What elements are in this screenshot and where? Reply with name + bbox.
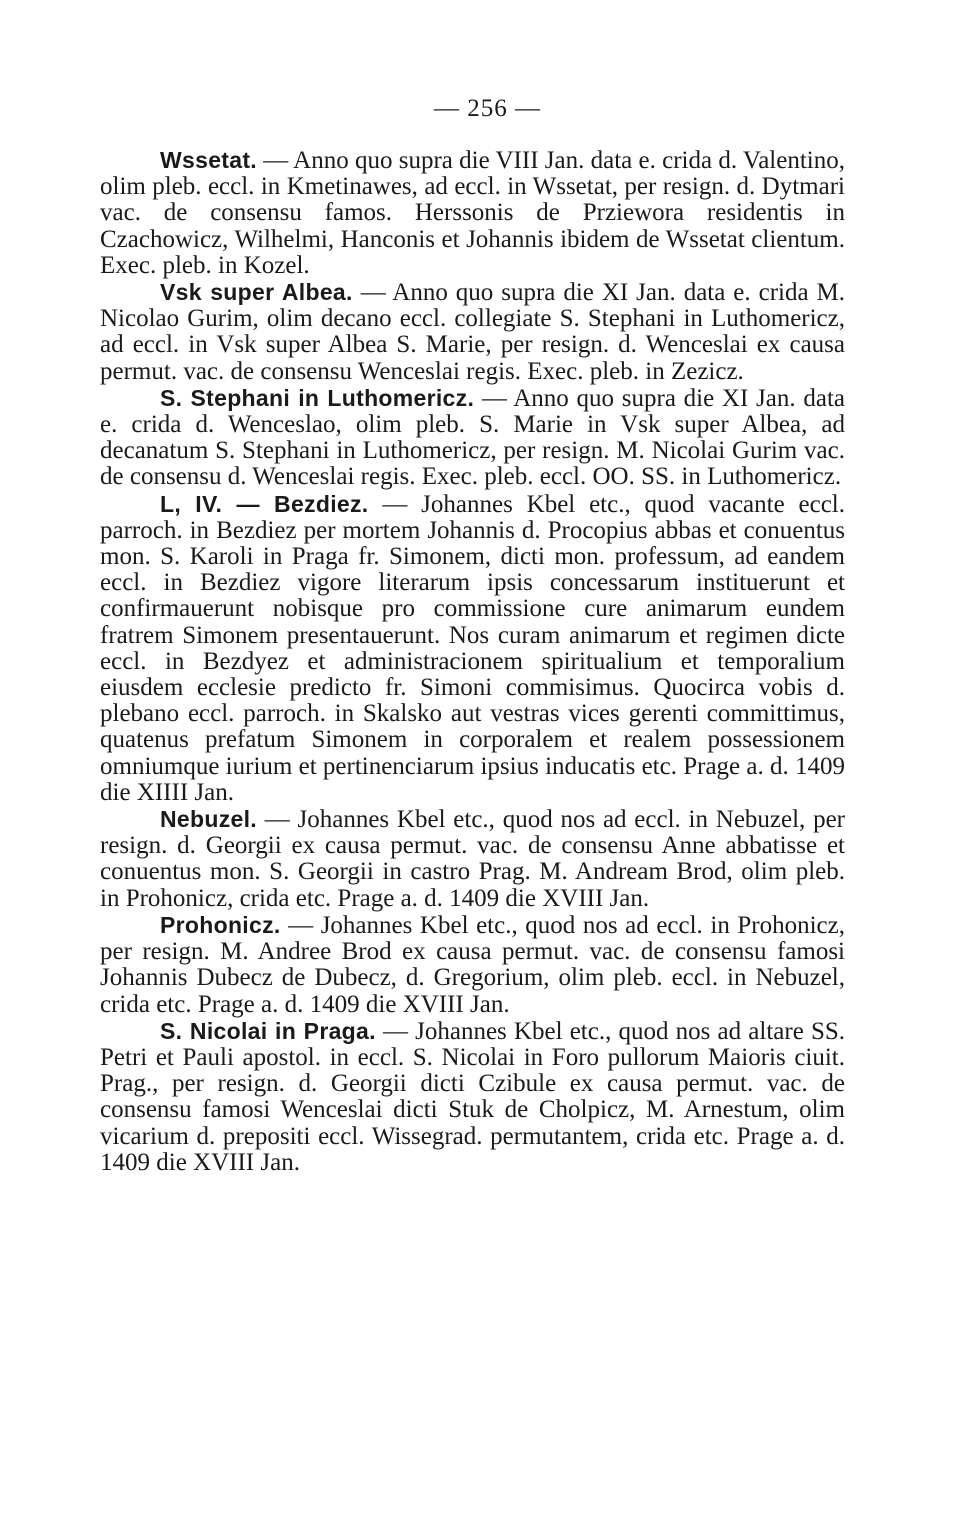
entry-text: — Anno quo supra die XI Jan. data e. crida M. Nicolao Gurim, olim decano eccl. collegiate S. Stephani in Luthomericz, ad eccl. in Vsk super Albea S. Marie, per resign. d. Wenceslai ex causa permut. vac. de consensu Wenceslai regis. Exec. pleb. in Zezicz. [100,279,846,385]
page-number: — 256 — [434,95,541,122]
entry-s-nicolai-praga [100,1018,845,1176]
entry-prohonicz [100,912,845,1018]
entry-heading: Vsk super Albea. [160,279,353,306]
entry-text: — Johannes Kbel etc., quod nos ad altare SS. Petri et Pauli apostol. in eccl. S. Nicolai in Foro pullorum Maioris ciuit. Prag., per resign. d. Georgii dicti Czibule ex causa permut. vac. de consensu famosi Wenceslai dicti Stuk de Cholpicz, M. Arnestum, olim vicarium d. prepositi eccl. Wissegrad. permutantem, crida etc. Prage a. d. 1409 die XVIII Jan. [100,1017,846,1176]
entry-text: — Anno quo supra die XI Jan. data e. crida d. Wenceslao, olim pleb. S. Marie in Vsk super Albea, ad decanatum S. Stephani in Luthomericz, per resign. M. Nicolai Gurim vac. de consensu d. Wenceslai regis. Exec. pleb. eccl. OO. SS. in Luthomericz. [100,384,846,491]
entry-vsk-super-albea [100,279,845,385]
entry-text: — Anno quo supra die VIII Jan. data e. crida d. Valentino, olim pleb. eccl. in Kmetinawes, ad eccl. in Wssetat, per resign. d. Dytmari vac. de consensu famos. Herssonis de Prziewora residentis in Czachowicz, Wilhelmi, Hanconis et Johannis ibidem de Wssetat clientum. Exec. pleb. in Kozel. [100,147,845,279]
entry-heading: S. Stephani in Luthomericz. [160,384,475,411]
entry-text: — Johannes Kbel etc., quod nos ad eccl. in Prohonicz, per resign. M. Andree Brod ex causa permut. vac. de consensu famosi Johannis Dubecz de Dubecz, d. Gregorium, olim pleb. eccl. in Nebuzel, crida etc. Prage a. d. 1409 die XVIII Jan. [100,911,846,1018]
entry-heading: Prohonicz. [160,911,281,938]
entry-nebuzel [100,806,845,912]
entry-heading: S. Nicolai in Praga. [160,1017,376,1044]
entry-heading: Wssetat. [160,147,257,173]
entry-s-stephani-luthomericz [100,385,845,491]
entry-text: — Johannes Kbel etc., quod nos ad eccl. in Nebuzel, per resign. d. Georgii ex causa permut. vac. de consensu Anne abbatisse et conuentus mon. S. Georgii in castro Prag. M. Andream Brod, olim pleb. in Prohonicz, crida etc. Prage a. d. 1409 die XVIII Jan. [100,806,845,912]
entry-heading: Nebuzel. [160,806,257,833]
entry-text: — Johannes Kbel etc., quod vacante eccl. parroch. in Bezdiez per mortem Johannis d. Procopius abbas et conuentus mon. S. Karoli in Praga fr. Simonem, dicti mon. professum, ad eandem eccl. in Bezdiez vigore literarum ipsis concessarum instituerunt et confirmauerunt nobisque pro commissione cure animarum eundem fratrem Simonem presentauerunt. Nos curam animarum et regimen dicte eccl. in Bezdyez et administracionem spiritualium et temporalium eiusdem ecclesie predicto fr. Simoni commisimus. Quocirca vobis d. plebano eccl. parroch. in Skalsko aut vestras vices gerenti committimus, quatenus prefatum Simonem in corporalem et realem possessionem omniumque iurium et pertinenciarum ipsius inducatis etc. Prage a. d. 1409 die XIIII Jan. [100,490,846,806]
entry-bezdiez [100,491,845,806]
entry-heading: L, IV. — Bezdiez. [160,490,369,517]
document-page [100,95,845,1176]
entry-wssetat [100,147,845,279]
